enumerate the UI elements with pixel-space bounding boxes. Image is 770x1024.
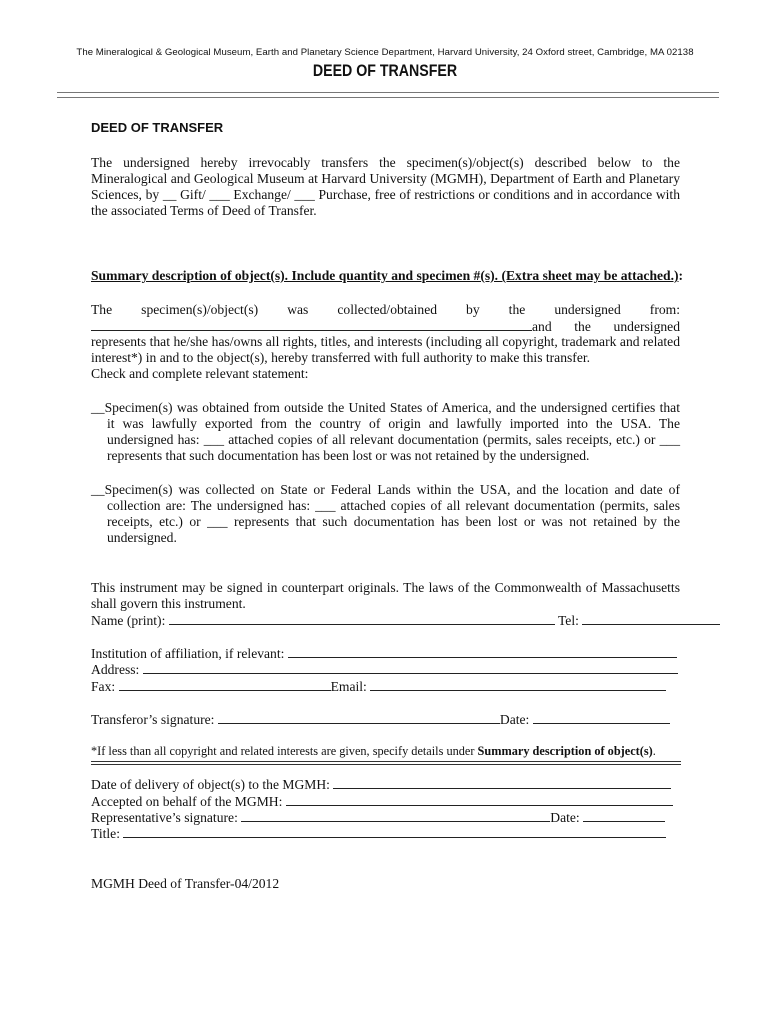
collected-line-2 bbox=[91, 318, 680, 335]
fax-email-row bbox=[91, 678, 681, 695]
document-title: DEED OF TRANSFER bbox=[312, 62, 458, 80]
option-outside-usa-first: __Specimen(s) was obtained from outside the United States of America, and the undersigned certifies that bbox=[91, 400, 680, 415]
summary-colon: : bbox=[678, 268, 684, 283]
email-field[interactable] bbox=[370, 678, 666, 691]
address-label: Address: bbox=[91, 662, 140, 677]
section-title: DEED OF TRANSFER bbox=[91, 120, 224, 135]
check-instruction: Check and complete relevant statement: bbox=[91, 366, 309, 381]
date-field[interactable] bbox=[533, 711, 670, 724]
summary-heading bbox=[91, 268, 701, 284]
email-label: Email: bbox=[330, 679, 367, 694]
rep-date-field[interactable] bbox=[583, 809, 665, 822]
fax-label: Fax: bbox=[91, 679, 116, 694]
address-row bbox=[91, 661, 681, 678]
double-separator bbox=[91, 761, 681, 766]
collected-line-2-suffix: and the undersigned bbox=[532, 319, 680, 334]
collected-line-1: The specimen(s)/object(s) was collected/obtained by the undersigned from: bbox=[91, 302, 680, 317]
footnote-bold: Summary description of object(s) bbox=[477, 744, 653, 758]
institution-row bbox=[91, 645, 681, 662]
rights-paragraph: represents that he/she has/owns all rights, titles, and interests (including all copyright, trademark and related interest*) in and to the object(s), hereby transferred with full authority to make this transfer. bbox=[91, 334, 680, 365]
signature-label: Transferor’s signature: bbox=[91, 712, 215, 727]
tel-field[interactable] bbox=[582, 612, 720, 625]
institution-label: Institution of affiliation, if relevant: bbox=[91, 646, 285, 661]
header-rule-top bbox=[57, 92, 719, 93]
name-row bbox=[91, 612, 681, 629]
rep-signature-row bbox=[91, 809, 681, 826]
counterpart-paragraph: This instrument may be signed in counterpart originals. The laws of the Commonwealth of Massachusetts shall govern this instrument. bbox=[91, 580, 680, 611]
header-rule-bottom bbox=[57, 97, 719, 98]
delivery-row bbox=[91, 776, 681, 793]
institution-field[interactable] bbox=[288, 645, 677, 658]
rep-signature-field[interactable] bbox=[241, 809, 550, 822]
title-row bbox=[91, 825, 681, 842]
address-field[interactable] bbox=[143, 661, 678, 674]
accepted-field[interactable] bbox=[286, 793, 673, 806]
tel-label: Tel: bbox=[557, 613, 579, 628]
museum-address: The Mineralogical & Geological Museum, Earth and Planetary Science Department, Harvard University, 24 Oxford street, Cambridge, MA 02138 bbox=[76, 47, 694, 58]
summary-heading-text: Summary description of object(s). Include quantity and specimen #(s). (Extra sheet may be attached.) bbox=[91, 268, 679, 283]
title-field[interactable] bbox=[123, 825, 666, 838]
origin-blank-line[interactable] bbox=[91, 318, 532, 331]
date-label: Date: bbox=[499, 712, 530, 727]
footnote-end: . bbox=[652, 744, 656, 758]
option-outside-usa-rest: it was lawfully exported from the country of origin and lawfully imported into the USA. The undersigned has: ___ attached copies of all relevant documentation (permits, sales receipts, etc.) or ___ represents that such documentation has been lost or was not retained by the undersigned. bbox=[107, 416, 680, 463]
accepted-label: Accepted on behalf of the MGMH: bbox=[91, 794, 283, 809]
rep-signature-label: Representative’s signature: bbox=[91, 810, 238, 825]
signature-field[interactable] bbox=[218, 711, 500, 724]
delivery-field[interactable] bbox=[333, 776, 671, 789]
option-federal-lands-rest: collection are: The undersigned has: ___ attached copies of all relevant documentation (permits, sales receipts, etc.) or ___ represents that such documentation has been lost or was not retained by the undersigned. bbox=[107, 498, 680, 545]
intro-paragraph: The undersigned hereby irrevocably transfers the specimen(s)/object(s) described below to the Mineralogical and Geological Museum at Harvard University (MGMH), Department of Earth and Planetary Sciences, by __ Gift/ ___ Exchange/ ___ Purchase, free of restrictions or conditions and in accordance with the associated Terms of Deed of Transfer. bbox=[91, 155, 680, 218]
name-field[interactable] bbox=[169, 612, 555, 625]
option-federal-lands-first: __Specimen(s) was collected on State or Federal Lands within the USA, and the location and date of bbox=[91, 482, 680, 497]
footnote bbox=[91, 743, 691, 759]
title-label: Title: bbox=[91, 826, 120, 841]
delivery-label: Date of delivery of object(s) to the MGMH: bbox=[91, 777, 330, 792]
name-label: Name (print): bbox=[91, 613, 166, 628]
footnote-text: *If less than all copyright and related interests are given, specify details under bbox=[91, 744, 478, 758]
accepted-row bbox=[91, 793, 681, 810]
fax-field[interactable] bbox=[119, 678, 331, 691]
signature-row bbox=[91, 711, 681, 728]
rep-date-label: Date: bbox=[550, 810, 580, 825]
footer-version: MGMH Deed of Transfer-04/2012 bbox=[91, 876, 280, 891]
